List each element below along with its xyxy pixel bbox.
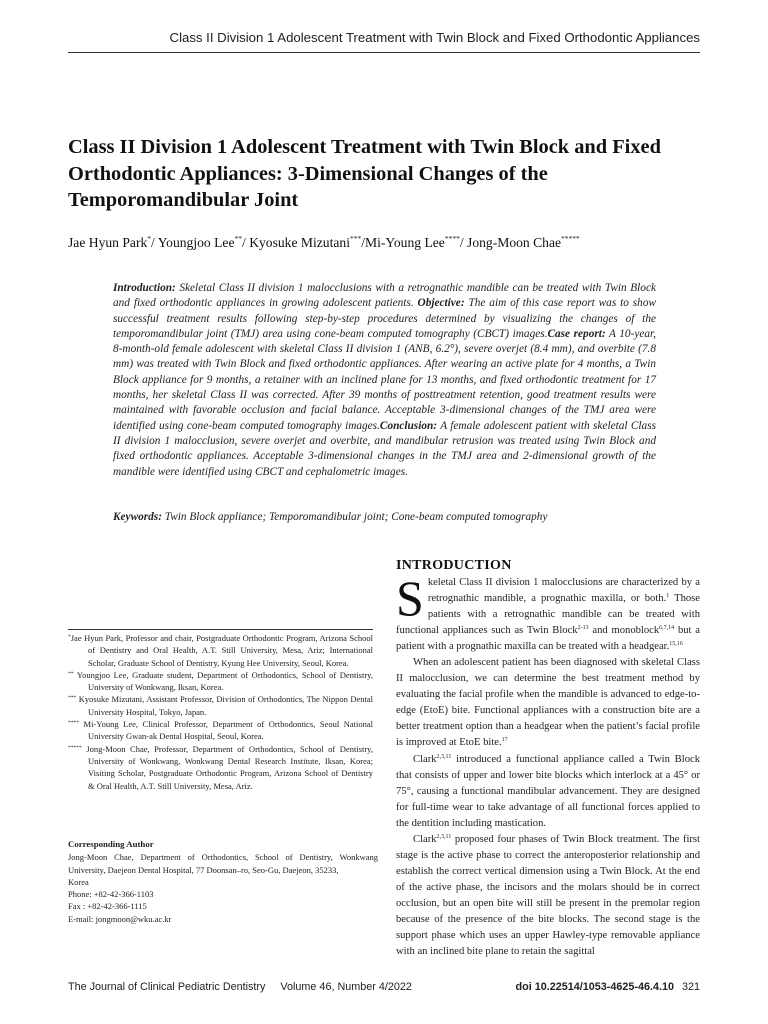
journal-citation: The Journal of Clinical Pediatric Dentistry Volume 46, Number 4/2022 xyxy=(68,981,412,993)
footnote-text: Kyosuke Mizutani, Assistant Professor, Division of Orthodontics, The Nippon Dental University Hospital, Tokyo, Japan. xyxy=(76,694,373,717)
author-separator: / xyxy=(361,235,366,250)
author-mark: **** xyxy=(444,234,460,243)
keywords xyxy=(113,511,656,523)
abstract-objective-text: The aim of this case report was to show successful treatment results following step-by-step procedures determined by visualizing the changes of the temporomandibular joint (TMJ) area using cone-beam computed tomography (CBCT) images. xyxy=(113,297,656,340)
citation: 2-13 xyxy=(577,625,589,632)
footnote xyxy=(68,669,373,694)
footnote-text: Mi-Young Lee, Clinical Professor, Department of Orthodontics, Seoul National University Gwan-ak Dental Hospital, Seoul, Korea. xyxy=(79,719,373,742)
author-list xyxy=(68,234,718,251)
abstract-intro-label: Introduction: xyxy=(113,282,176,294)
citation: 15,16 xyxy=(669,641,683,648)
text: introduced a functional appliance called a Twin Block that consists of upper and lower bite blocks which interlock at a 45° or 75°, causing a functional mandibular advancement. They are designed for full-time wear to take advantage of all functional forces applied to the dentition including mastication. xyxy=(396,753,700,829)
author-separator: / xyxy=(151,235,158,250)
footnote xyxy=(68,632,373,669)
author-separator: / xyxy=(459,235,468,250)
abstract-intro-text: Skeletal Class II division 1 malocclusions with a retrognathic mandible can be treated with Twin Block and fixed orthodontic appliances in growing adolescent patients. xyxy=(113,282,656,310)
text: and monoblock xyxy=(588,625,660,637)
text: keletal Class II division 1 malocclusions are characterized by a retrognathic mandible, a prognathic maxilla, or both. xyxy=(427,577,700,605)
author-name: Mi-Young Lee xyxy=(365,235,445,250)
author-mark: ** xyxy=(234,234,242,243)
drop-cap: S xyxy=(396,570,424,626)
corresponding-fax: Fax : +82-42-366-1115 xyxy=(68,901,147,912)
corresponding-email[interactable]: E-mail: jongmoon@wku.ac.kr xyxy=(68,913,172,924)
footnote-mark: * xyxy=(68,634,71,640)
citation: 6,7,14 xyxy=(659,625,675,632)
keywords-label: Keywords: xyxy=(113,511,162,523)
author-separator: / xyxy=(242,235,250,250)
citation: 1 xyxy=(666,593,670,600)
introduction-heading: INTRODUCTION xyxy=(396,558,512,573)
citation: 17 xyxy=(501,737,508,744)
abstract-case-label: Case report: xyxy=(547,327,606,340)
author-name: Kyosuke Mizutani xyxy=(249,235,350,250)
citation: 2,3,11 xyxy=(436,833,452,840)
text: When an adolescent patient has been diagnosed with skeletal Class II malocclusion, we can determine the best treatment method by evaluating the facial profile when the mandible is advanced to edge-to-edge (EtoE) bite. Functional appliances with a construction bite are a better treatment option than a headgear when the patient’s facial profile is improved at EtoE bite. xyxy=(396,657,700,749)
corresponding-phone: Phone: +82-42-366-1103 xyxy=(68,889,154,900)
footnote xyxy=(68,743,373,792)
doi-link[interactable]: doi 10.22514/1053-4625-46.4.10 xyxy=(515,981,674,993)
author-mark: *** xyxy=(350,234,362,243)
text: Clark xyxy=(413,833,437,845)
paragraph xyxy=(396,832,700,960)
text: proposed four phases of Twin Block treatment. The first stage is the active phase to correct the anteroposterior relationship and establish the correct vertical dimension using a Twin Block. At the end of the active phase, the incisors and the molars should be in correct occlusion, but an open bite will still be present in the premolar region because of the presence of the bite blocks. The second stage is the support phase which uses an upper Hawley-type removable appliance with an inclined bite plane to retain the sagittal xyxy=(396,833,700,958)
corresponding-heading: Corresponding Author xyxy=(68,839,154,849)
paragraph xyxy=(396,655,700,751)
abstract-case-text: A 10-year, 8-month-old female adolescent with skeletal Class II division 1 (ANB, 6.2°), severe overjet (8.4 mm), and overbite (7.8 mm) was treated with Twin Block and fixed orthodontic appliances. After wearing an active plate for 4 months, a Twin Block appliance for 9 months, a retainer with an inclined plane for 13 months, and fixed orthodontic treatment for 17 months, her skeletal Class II was corrected. After 39 months of posttreatment retention, good treatment results were maintained with favorable occlusion and facial balance. Acceptable 3-dimensional changes of the TMJ area were identified using cone-beam computed tomography images. xyxy=(113,327,656,432)
footnote-mark: ***** xyxy=(68,744,82,751)
paragraph xyxy=(396,752,700,832)
footnote xyxy=(68,718,373,743)
footnote-mark: **** xyxy=(68,720,79,727)
corresponding-author xyxy=(68,838,378,925)
running-head: Class II Division 1 Adolescent Treatment with Twin Block and Fixed Orthodontic Appliances xyxy=(68,30,700,53)
paragraph xyxy=(396,570,700,655)
author-name: Jong-Moon Chae xyxy=(467,235,562,250)
abstract-conclusion-label: Conclusion: xyxy=(379,419,438,432)
abstract-objective-label: Objective: xyxy=(417,297,465,310)
abstract xyxy=(113,281,656,480)
footnote-text: Jong-Moon Chae, Professor, Department of Orthodontics, School of Dentistry, University of Wonkwang, Wonkwang Dental Research Institute, Iksan, Korea; Visiting Scholar, Postgraduate Orthodontic Program, Arizona School of Dentistry & Oral Health, A.T. Still University, Mesa, Ariz. xyxy=(81,743,373,791)
corresponding-address: Jong-Moon Chae, Department of Orthodontics, School of Dentistry, Wonkwang University, Daejeon Dental Hospital, 77 Doonsan–ro, Seo-Gu, Daejeon, 35233, xyxy=(68,852,378,875)
footnote-text: Youngjoo Lee, Graduate student, Department of Orthodontics, School of Dentistry, University of Wonkwang, Iksan, Korea. xyxy=(73,669,373,693)
page-number: 321 xyxy=(681,981,700,993)
introduction-body xyxy=(396,570,700,960)
corresponding-country: Korea xyxy=(68,876,89,887)
affiliation-footnotes xyxy=(68,629,373,792)
article-title: Class II Division 1 Adolescent Treatment with Twin Block and Fixed Orthodontic Appliances: 3-Dimensional Changes of the Temporomandibular Joint xyxy=(68,136,661,211)
footer-right xyxy=(516,981,701,993)
citation: 2,3,11 xyxy=(436,753,452,760)
text: Clark xyxy=(413,753,437,765)
author-name: Jae Hyun Park xyxy=(68,235,148,250)
text: but a patient with a prognathic maxilla can be treated with a headgear. xyxy=(396,625,700,653)
footnote-text: Jae Hyun Park, Professor and chair, Postgraduate Orthodontic Program, Arizona School of Dentistry and Oral Health, A.T. Still University, Mesa, Ariz; International Scholar, Graduate School of Dentistry, Kyung Hee University, Seoul, Korea. xyxy=(70,633,373,668)
text: Those patients with a retrognathic mandible can be treated with functional appliances such as Twin Block xyxy=(396,593,700,637)
keywords-text: Twin Block appliance; Temporomandibular joint; Cone-beam computed tomography xyxy=(161,511,548,523)
author-name: Youngjoo Lee xyxy=(157,235,235,250)
author-mark: * xyxy=(147,234,152,243)
footnote-mark: *** xyxy=(68,695,77,702)
abstract-conclusion-text: A female adolescent patient with skeletal Class II division 1 malocclusion, severe overjet and overbite, and mandibular retrusion was treated using Twin Block and fixed orthodontic appliances. Acceptable 3-dimensional changes in the TMJ area and 2-dimensional growth of the mandible were identified using CBCT and cephalometric images. xyxy=(113,419,657,478)
footnote-mark: ** xyxy=(68,670,74,677)
footnote xyxy=(68,693,373,718)
author-mark: ***** xyxy=(561,234,580,243)
